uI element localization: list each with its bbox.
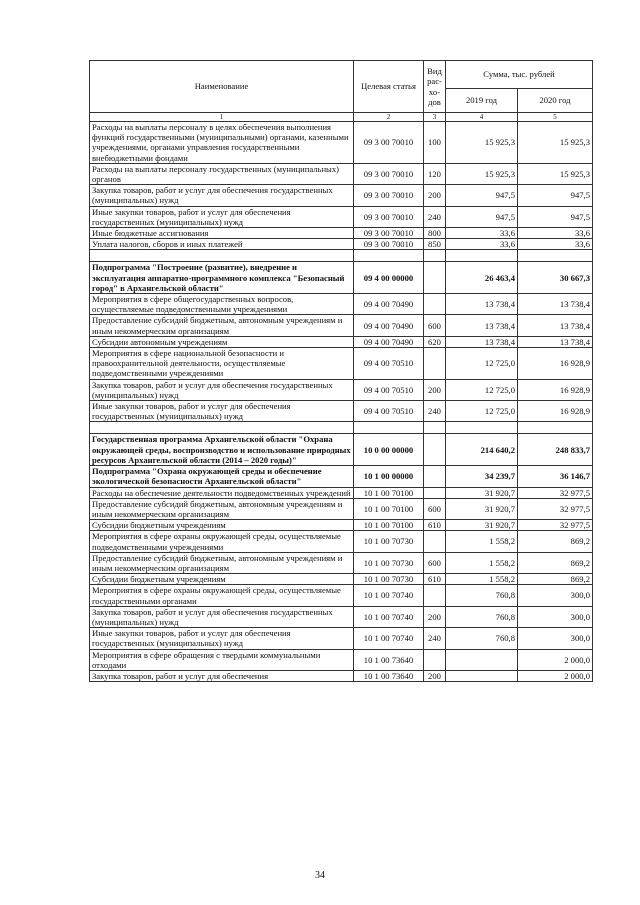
row-sum-2019: 26 463,4 xyxy=(446,262,518,294)
row-target-code: 10 1 00 70100 xyxy=(354,487,424,498)
row-sum-2020: 13 738,4 xyxy=(518,336,593,347)
row-target-code: 09 4 00 70510 xyxy=(354,348,424,380)
empty-cell xyxy=(518,250,593,262)
row-target-code: 10 1 00 00000 xyxy=(354,466,424,487)
row-sum-2019: 12 725,0 xyxy=(446,379,518,400)
row-name: Расходы на выплаты персоналу государственных (муниципальных) органов xyxy=(90,163,354,184)
empty-cell xyxy=(446,250,518,262)
row-sum-2019: 12 725,0 xyxy=(446,401,518,422)
row-sum-2019: 33,6 xyxy=(446,239,518,250)
row-expense-type: 600 xyxy=(424,552,446,573)
row-expense-type: 240 xyxy=(424,628,446,649)
header-name: Наименование xyxy=(90,61,354,113)
row-name: Предоставление субсидий бюджетным, автономным учреждениям и иным некоммерческим организациям xyxy=(90,315,354,336)
empty-cell xyxy=(354,422,424,434)
row-sum-2019: 947,5 xyxy=(446,206,518,227)
header-vr: Вид рас-хо-дов xyxy=(424,61,446,113)
row-name: Мероприятия в сфере охраны окружающей среды, осуществляемые государственными органами xyxy=(90,585,354,606)
row-expense-type: 600 xyxy=(424,498,446,519)
table-row xyxy=(90,122,593,164)
column-index: 3 xyxy=(424,113,446,122)
row-sum-2019: 15 925,3 xyxy=(446,122,518,164)
row-expense-type: 610 xyxy=(424,520,446,531)
column-index: 4 xyxy=(446,113,518,122)
row-sum-2020: 33,6 xyxy=(518,228,593,239)
row-expense-type: 100 xyxy=(424,122,446,164)
row-target-code: 10 1 00 70730 xyxy=(354,531,424,552)
row-sum-2020: 869,2 xyxy=(518,531,593,552)
row-sum-2019: 31 920,7 xyxy=(446,520,518,531)
row-sum-2020: 300,0 xyxy=(518,628,593,649)
table-row xyxy=(90,574,593,585)
spacer-row xyxy=(90,422,593,434)
row-sum-2020: 869,2 xyxy=(518,574,593,585)
table-row xyxy=(90,649,593,670)
row-sum-2020: 13 738,4 xyxy=(518,315,593,336)
table-row xyxy=(90,531,593,552)
row-name: Иные закупки товаров, работ и услуг для обеспечения государственных (муниципальных) нужд xyxy=(90,206,354,227)
row-target-code: 09 3 00 70010 xyxy=(354,185,424,206)
column-index-row xyxy=(90,113,593,122)
empty-cell xyxy=(518,422,593,434)
row-name: Закупка товаров, работ и услуг для обеспечения государственных (муниципальных) нужд xyxy=(90,379,354,400)
row-sum-2020: 32 977,5 xyxy=(518,520,593,531)
row-sum-2020: 13 738,4 xyxy=(518,294,593,315)
row-target-code: 10 1 00 73640 xyxy=(354,649,424,670)
row-sum-2019: 15 925,3 xyxy=(446,163,518,184)
row-sum-2020: 32 977,5 xyxy=(518,487,593,498)
row-sum-2019: 13 738,4 xyxy=(446,315,518,336)
row-name: Мероприятия в сфере национальной безопасности и правоохранительной деятельности, осуществляемые подведомственными учреждениями xyxy=(90,348,354,380)
row-sum-2020: 947,5 xyxy=(518,185,593,206)
row-name: Мероприятия в сфере обращения с твердыми коммунальными отходами xyxy=(90,649,354,670)
row-name: Расходы на обеспечение деятельности подведомственных учреждений xyxy=(90,487,354,498)
row-sum-2019: 31 920,7 xyxy=(446,498,518,519)
row-sum-2020: 2 000,0 xyxy=(518,670,593,681)
row-expense-type xyxy=(424,487,446,498)
table-row xyxy=(90,163,593,184)
row-sum-2020: 869,2 xyxy=(518,552,593,573)
row-sum-2019: 13 738,4 xyxy=(446,294,518,315)
row-expense-type: 200 xyxy=(424,670,446,681)
table-row xyxy=(90,401,593,422)
row-sum-2019: 1 558,2 xyxy=(446,531,518,552)
row-name: Субсидии бюджетным учреждениям xyxy=(90,574,354,585)
table-row xyxy=(90,379,593,400)
row-sum-2020: 36 146,7 xyxy=(518,466,593,487)
row-name: Мероприятия в сфере охраны окружающей среды, осуществляемые подведомственными учреждениями xyxy=(90,531,354,552)
budget-table xyxy=(89,60,593,682)
table-row xyxy=(90,552,593,573)
row-sum-2020: 947,5 xyxy=(518,206,593,227)
row-expense-type xyxy=(424,262,446,294)
row-name: Уплата налогов, сборов и иных платежей xyxy=(90,239,354,250)
row-name: Субсидии автономным учреждениям xyxy=(90,336,354,347)
row-sum-2020: 300,0 xyxy=(518,585,593,606)
row-target-code: 10 1 00 70730 xyxy=(354,552,424,573)
row-target-code: 09 4 00 70510 xyxy=(354,379,424,400)
row-sum-2019: 13 738,4 xyxy=(446,336,518,347)
row-expense-type: 800 xyxy=(424,228,446,239)
row-name: Государственная программа Архангельской области "Охрана окружающей среды, воспроизводство и использование природных ресурсов Архангельской области (2014 – 2020 годы)" xyxy=(90,434,354,466)
table-row xyxy=(90,185,593,206)
row-expense-type: 120 xyxy=(424,163,446,184)
row-expense-type: 850 xyxy=(424,239,446,250)
row-target-code: 09 4 00 70490 xyxy=(354,336,424,347)
table-row xyxy=(90,206,593,227)
row-sum-2020: 16 928,9 xyxy=(518,401,593,422)
row-target-code: 10 0 00 00000 xyxy=(354,434,424,466)
row-sum-2020: 16 928,9 xyxy=(518,348,593,380)
row-sum-2019: 760,8 xyxy=(446,628,518,649)
row-name: Предоставление субсидий бюджетным, автономным учреждениям и иным некоммерческим организациям xyxy=(90,498,354,519)
row-sum-2019 xyxy=(446,649,518,670)
row-expense-type xyxy=(424,348,446,380)
table-row xyxy=(90,239,593,250)
empty-cell xyxy=(424,250,446,262)
page-number: 34 xyxy=(315,870,325,881)
row-expense-type: 600 xyxy=(424,315,446,336)
row-expense-type xyxy=(424,294,446,315)
header-sum: Сумма, тыс. рублей xyxy=(446,61,593,89)
row-expense-type: 200 xyxy=(424,379,446,400)
row-sum-2019: 1 558,2 xyxy=(446,552,518,573)
table-row xyxy=(90,628,593,649)
row-name: Закупка товаров, работ и услуг для обеспечения государственных (муниципальных) нужд xyxy=(90,185,354,206)
row-sum-2019: 947,5 xyxy=(446,185,518,206)
row-target-code: 09 3 00 70010 xyxy=(354,122,424,164)
row-sum-2019 xyxy=(446,670,518,681)
row-sum-2019: 34 239,7 xyxy=(446,466,518,487)
table-row xyxy=(90,315,593,336)
column-index: 2 xyxy=(354,113,424,122)
row-sum-2019: 12 725,0 xyxy=(446,348,518,380)
header-2020: 2020 год xyxy=(518,89,593,113)
row-target-code: 10 1 00 70730 xyxy=(354,574,424,585)
row-sum-2019: 760,8 xyxy=(446,585,518,606)
row-sum-2019: 214 640,2 xyxy=(446,434,518,466)
table-row xyxy=(90,498,593,519)
row-expense-type xyxy=(424,531,446,552)
table-row xyxy=(90,670,593,681)
row-sum-2019: 1 558,2 xyxy=(446,574,518,585)
row-expense-type: 200 xyxy=(424,606,446,627)
row-name: Иные закупки товаров, работ и услуг для обеспечения государственных (муниципальных) нужд xyxy=(90,401,354,422)
row-sum-2020: 248 833,7 xyxy=(518,434,593,466)
row-target-code: 10 1 00 73640 xyxy=(354,670,424,681)
empty-cell xyxy=(446,422,518,434)
table-row xyxy=(90,606,593,627)
row-sum-2020: 300,0 xyxy=(518,606,593,627)
table-body xyxy=(90,122,593,682)
row-name: Иные закупки товаров, работ и услуг для обеспечения государственных (муниципальных) нужд xyxy=(90,628,354,649)
table-row xyxy=(90,348,593,380)
row-target-code: 10 1 00 70100 xyxy=(354,520,424,531)
row-sum-2019: 31 920,7 xyxy=(446,487,518,498)
row-target-code: 09 3 00 70010 xyxy=(354,163,424,184)
row-name: Подпрограмма "Охрана окружающей среды и обеспечение экологической безопасности Архангельской области" xyxy=(90,466,354,487)
row-name: Иные бюджетные ассигнования xyxy=(90,228,354,239)
table-row xyxy=(90,466,593,487)
row-target-code: 09 3 00 70010 xyxy=(354,206,424,227)
row-sum-2020: 15 925,3 xyxy=(518,163,593,184)
row-name: Подпрограмма "Построение (развитие), внедрение и эксплуатация аппаратно-программного комплекса "Безопасный город" в Архангельской области" xyxy=(90,262,354,294)
row-expense-type: 240 xyxy=(424,206,446,227)
row-expense-type: 240 xyxy=(424,401,446,422)
row-target-code: 09 3 00 70010 xyxy=(354,239,424,250)
column-index: 5 xyxy=(518,113,593,122)
empty-cell xyxy=(424,422,446,434)
table-row xyxy=(90,294,593,315)
row-sum-2020: 30 667,3 xyxy=(518,262,593,294)
row-expense-type xyxy=(424,585,446,606)
row-name: Закупка товаров, работ и услуг для обеспечения xyxy=(90,670,354,681)
row-target-code: 09 4 00 00000 xyxy=(354,262,424,294)
row-target-code: 09 4 00 70490 xyxy=(354,294,424,315)
empty-cell xyxy=(90,250,354,262)
row-target-code: 10 1 00 70740 xyxy=(354,585,424,606)
table-row xyxy=(90,262,593,294)
empty-cell xyxy=(354,250,424,262)
row-expense-type xyxy=(424,649,446,670)
header-target: Целевая статья xyxy=(354,61,424,113)
row-name: Предоставление субсидий бюджетным, автономным учреждениям и иным некоммерческим организациям xyxy=(90,552,354,573)
empty-cell xyxy=(90,422,354,434)
row-sum-2019: 760,8 xyxy=(446,606,518,627)
row-name: Расходы на выплаты персоналу в целях обеспечения выполнения функций государственными (муниципальными) органами, казенными учреждениями, органами управления государственными внебюджетными фондами xyxy=(90,122,354,164)
row-sum-2020: 33,6 xyxy=(518,239,593,250)
row-name: Закупка товаров, работ и услуг для обеспечения государственных (муниципальных) нужд xyxy=(90,606,354,627)
row-target-code: 10 1 00 70100 xyxy=(354,498,424,519)
table-row xyxy=(90,434,593,466)
row-sum-2020: 32 977,5 xyxy=(518,498,593,519)
row-name: Субсидии бюджетным учреждениям xyxy=(90,520,354,531)
row-name: Мероприятия в сфере общегосударственных вопросов, осуществляемые подведомственными учреждениями xyxy=(90,294,354,315)
table-row xyxy=(90,336,593,347)
row-expense-type: 610 xyxy=(424,574,446,585)
row-target-code: 09 3 00 70010 xyxy=(354,228,424,239)
column-index: 1 xyxy=(90,113,354,122)
row-target-code: 10 1 00 70740 xyxy=(354,628,424,649)
row-sum-2020: 16 928,9 xyxy=(518,379,593,400)
row-expense-type: 620 xyxy=(424,336,446,347)
row-expense-type xyxy=(424,466,446,487)
row-expense-type: 200 xyxy=(424,185,446,206)
table-row xyxy=(90,585,593,606)
row-sum-2020: 2 000,0 xyxy=(518,649,593,670)
row-sum-2020: 15 925,3 xyxy=(518,122,593,164)
row-target-code: 09 4 00 70510 xyxy=(354,401,424,422)
row-expense-type xyxy=(424,434,446,466)
table-row xyxy=(90,228,593,239)
row-target-code: 10 1 00 70740 xyxy=(354,606,424,627)
table-row xyxy=(90,487,593,498)
spacer-row xyxy=(90,250,593,262)
table-row xyxy=(90,520,593,531)
header-2019: 2019 год xyxy=(446,89,518,113)
row-sum-2019: 33,6 xyxy=(446,228,518,239)
row-target-code: 09 4 00 70490 xyxy=(354,315,424,336)
